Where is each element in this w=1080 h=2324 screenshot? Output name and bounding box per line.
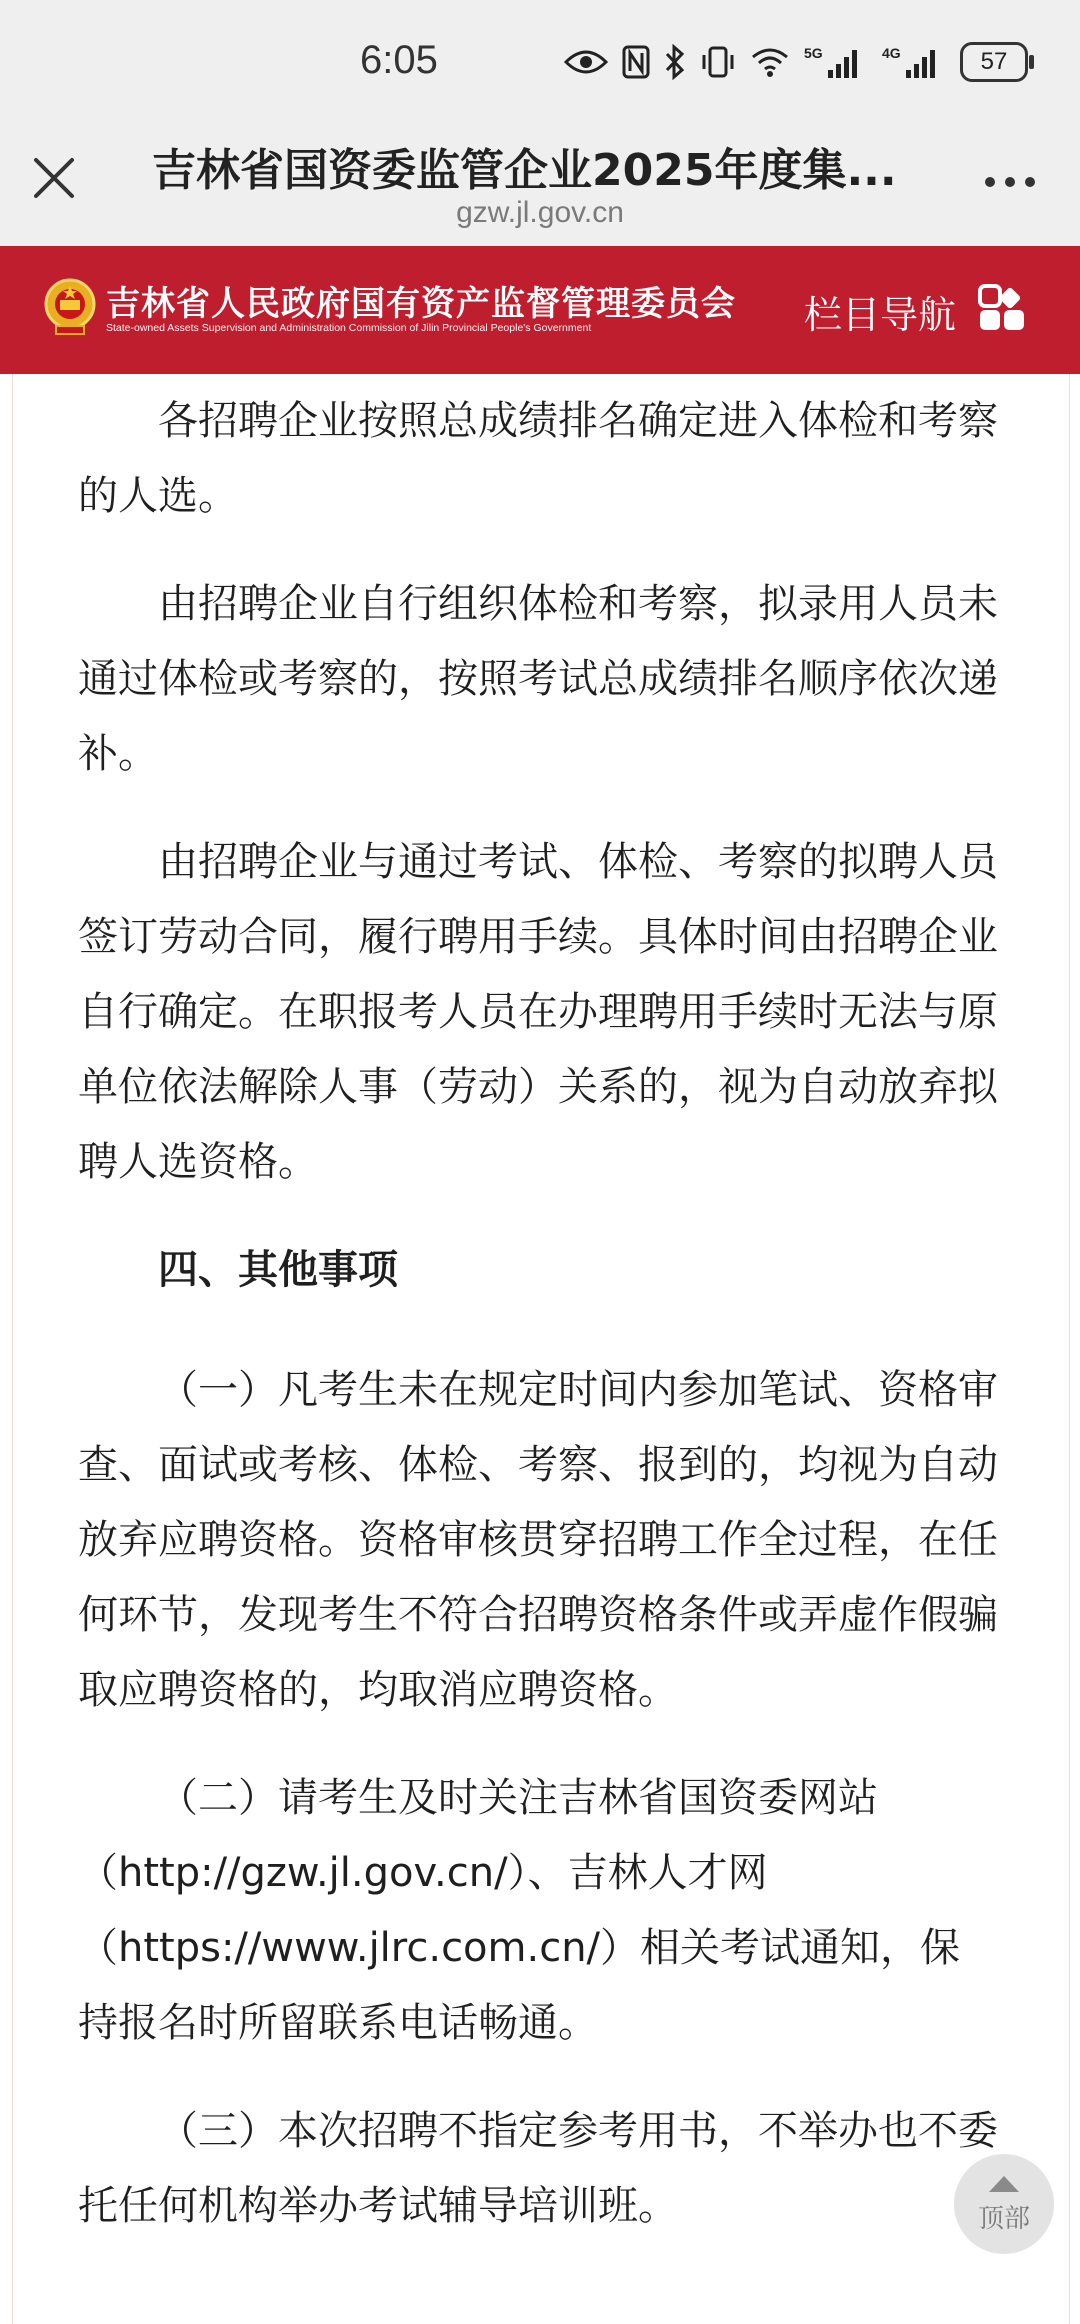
arrow-up-icon — [989, 2176, 1019, 2192]
eye-icon — [564, 47, 608, 77]
article-paragraph: （三）本次招聘不指定参考用书，不举办也不委托任何机构举办考试辅导培训班。 — [78, 2108, 998, 2229]
svg-text:5G: 5G — [804, 45, 823, 61]
site-name: 吉林省人民政府国有资产监督管理委员会 — [106, 284, 736, 324]
page-domain: gzw.jl.gov.cn — [456, 196, 624, 229]
5g-signal-icon — [804, 44, 868, 80]
article-paragraph: （一）凡考生未在规定时间内参加笔试、资格审查、面试或考核、体检、考察、报到的，均视为自动放弃应聘资格。资格审核贯穿招聘工作全过程，在任何环节，发现考生不符合招聘资格条件或弄虚作假骗取应聘资格的，均取消应聘资格。 — [78, 1367, 998, 1713]
article-paragraph: 由招聘企业与通过考试、体检、考察的拟聘人员签订劳动合同，履行聘用手续。具体时间由招聘企业自行确定。在职报考人员在办理聘用手续时无法与原单位依法解除人事（劳动）关系的，视为自动放弃拟聘人选资格。 — [78, 839, 998, 1185]
national-emblem-icon — [42, 276, 98, 338]
status-bar — [0, 0, 1080, 120]
bluetooth-icon — [664, 44, 686, 80]
grid-menu-icon[interactable] — [978, 284, 1028, 334]
article-paragraph: （二）请考生及时关注吉林省国资委网站（http://gzw.jl.gov.cn/）、吉林人才网（https://www.jlrc.com.cn/）相关考试通知，保持报名时所留联系电话畅通。 — [78, 1775, 961, 2046]
more-icon[interactable] — [980, 162, 1040, 202]
status-icons — [564, 40, 1028, 84]
column-nav-button[interactable]: 栏目导航 — [804, 293, 957, 337]
back-to-top-button[interactable] — [954, 2154, 1054, 2254]
4g-signal-icon — [882, 44, 946, 80]
page-title: 吉林省国资委监管企业2025年度集... — [152, 145, 897, 196]
vibrate-icon — [700, 45, 736, 79]
battery-icon: 57 — [960, 42, 1028, 82]
nfc-icon — [622, 45, 650, 79]
article-body — [78, 384, 1000, 2277]
article-paragraph: 由招聘企业自行组织体检和考察，拟录用人员未通过体检或考察的，按照考试总成绩排名顺序依次递补。 — [78, 581, 998, 777]
browser-toolbar — [0, 120, 1080, 247]
svg-text:4G: 4G — [882, 45, 901, 61]
wifi-icon — [750, 45, 790, 79]
article-paragraph: 各招聘企业按照总成绩排名确定进入体检和考察的人选。 — [78, 398, 998, 519]
status-time: 6:05 — [360, 38, 438, 82]
site-subtitle: State-owned Assets Supervision and Administration Commission of Jilin Provincial People's Government — [106, 322, 592, 334]
site-header — [0, 246, 1080, 374]
back-to-top-label: 顶部 — [977, 2204, 1030, 2234]
section-heading: 四、其他事项 — [158, 1247, 398, 1293]
